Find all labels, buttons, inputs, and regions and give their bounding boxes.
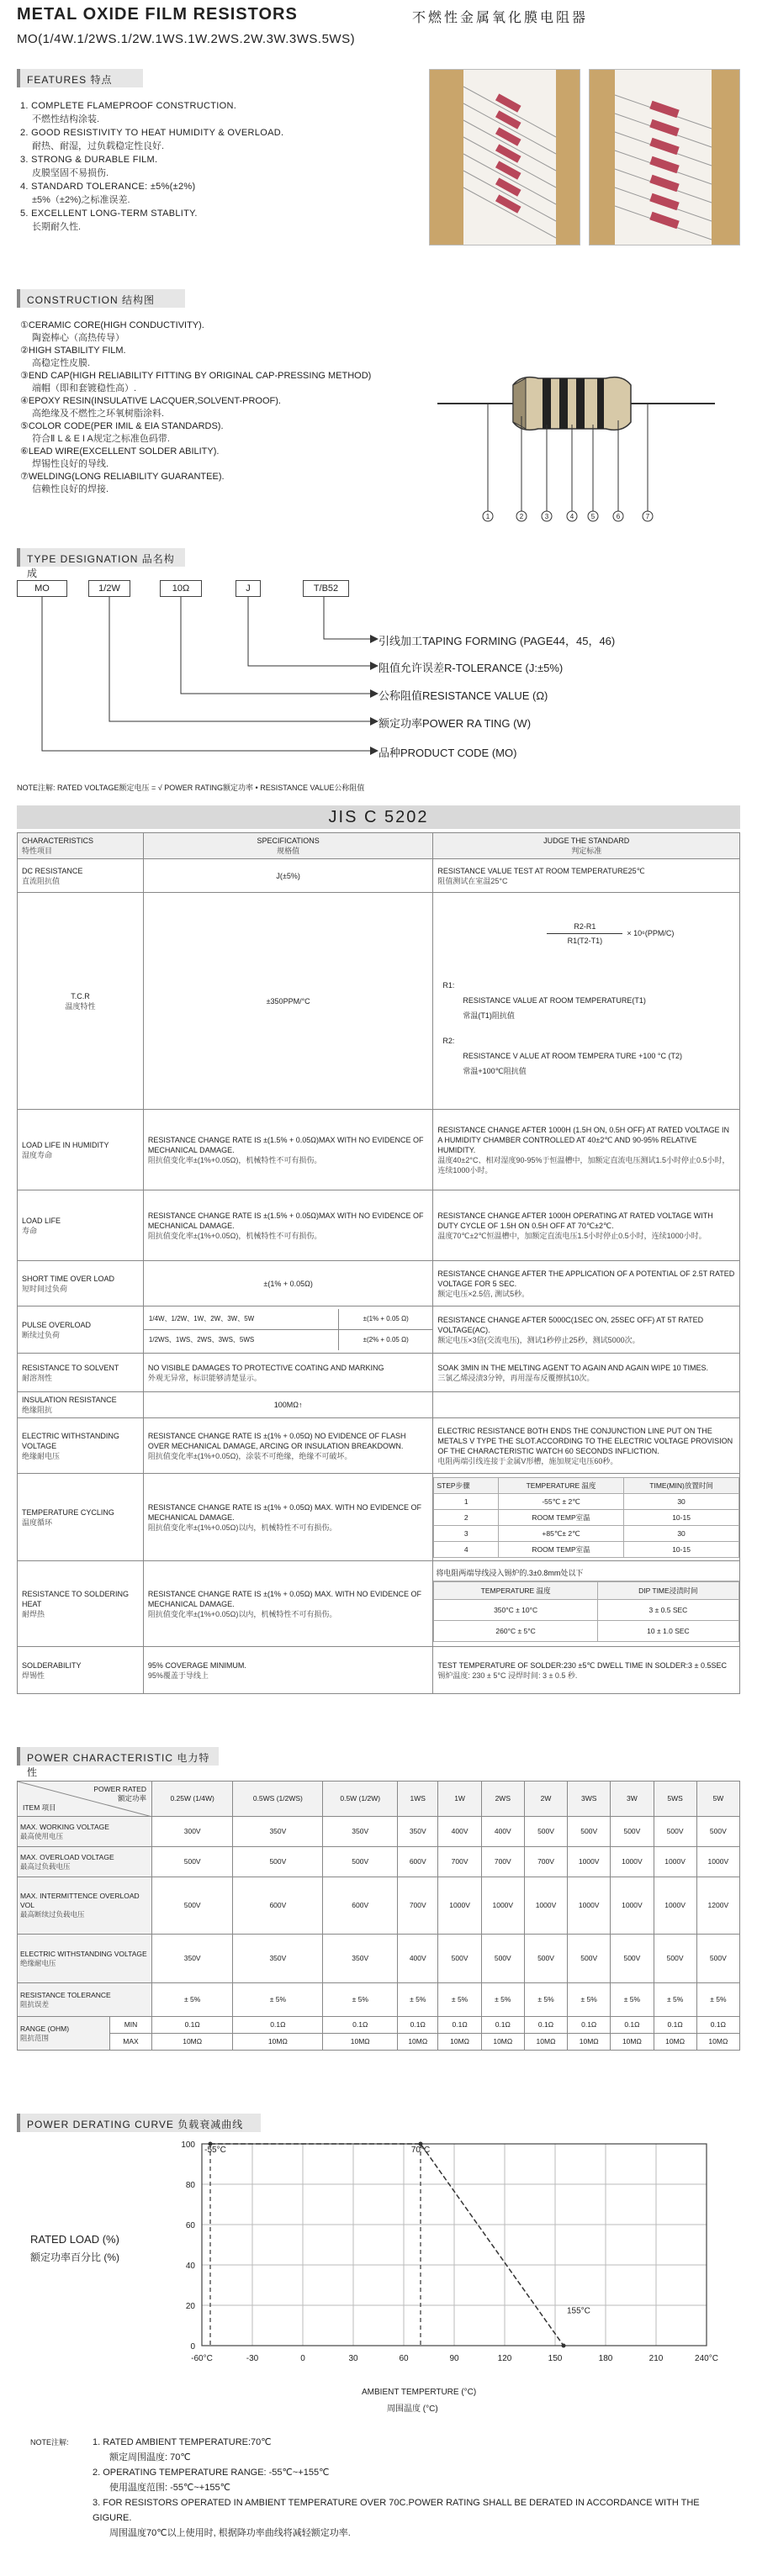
- callout-3: 3: [544, 513, 549, 520]
- x-tick-label: 210: [648, 2354, 664, 2363]
- x-tick-label: 120: [497, 2354, 512, 2363]
- y-tick-label: 0: [190, 2342, 195, 2352]
- notes-list: [93, 2435, 740, 2541]
- construction-item: ④EPOXY RESIN(INSULATIVE LACQUER,SOLVENT-PROOF). 高绝缘及不燃性之环氧树脂涂料.: [20, 396, 281, 419]
- power-col: 0.5W (1/2W): [323, 1782, 398, 1817]
- y-tick-label: 80: [185, 2181, 195, 2190]
- table-row: RESISTANCE TOLERANCE 阻抗误差 ± 5% ± 5% ± 5% ± 5% ± 5% ± 5% ± 5% ± 5% ± 5% ± 5% ± 5%: [18, 1983, 740, 2017]
- type-designation-heading: TYPE DESIGNATION 品名构成: [17, 548, 185, 567]
- resistor-construction-diagram: [437, 336, 723, 530]
- table-row: ELECTRIC WITHSTANDING VOLTAGE 绝缘耐电压 350V 350V 350V 400V 500V 500V 500V 500V 500V 500V 500V: [18, 1935, 740, 1983]
- x-tick-label: 0: [300, 2354, 305, 2363]
- x-tick-label: 30: [348, 2354, 358, 2363]
- power-col: 2WS: [481, 1782, 524, 1817]
- power-heading: POWER CHARACTERISTIC 电力特性: [17, 1747, 219, 1766]
- feature-item: 1. COMPLETE FLAMEPROOF CONSTRUCTION. 不燃性结构涂装.: [20, 101, 237, 124]
- table-row: SHORT TIME OVER LOAD 短时间过负荷 ±(1% + 0.05Ω) RESISTANCE CHANGE AFTER THE APPLICATION OF A POTENTIAL OF 2.5T RATED VOLTAGE FOR 5 SEC. 额定电压×2.5倍, 测试5秒。: [18, 1261, 740, 1306]
- jis-header-specifications: SPECIFICATIONS 规格值: [143, 833, 433, 859]
- power-col: 0.25W (1/4W): [152, 1782, 233, 1817]
- table-row: ELECTRIC WITHSTANDING VOLTAGE 绝缘耐电压 RESISTANCE CHANGE RATE IS ±(1% + 0.05Ω) NO EVIDENCE OF FLASH OVER MECHANICAL DAMAGE, ARCING OR INSULATION BREAKDOWN. 阻抗值变化率±(1%+0.05Ω)，涂装不可绝缘，绝缘不可破坏。 ELECTRIC RESISTANCE BOTH ENDS THE CONJUNCTION LINE PUT ON THE METALS V TYPE THE SLOT.ACCORDING TO THE ELECTRIC VOLTAGE PROVISION OF THE CHARACTERISTIC WATCH 60 SECONDS INFLICTION. 电阻两端引线连接于金属V形槽，施加规定电压60秒。: [18, 1418, 740, 1474]
- construction-heading: CONSTRUCTION 结构图: [17, 289, 185, 308]
- table-row: LOAD LIFE IN HUMIDITY 湿度寿命 RESISTANCE CHANGE RATE IS ±(1.5% + 0.05Ω)MAX WITH NO EVIDENCE OF MECHANICAL DAMAGE. 阻抗值变化率±(1%+0.05Ω)，机械特性不可有损伤。 RESISTANCE CHANGE AFTER 1000H (1.5H ON, 0.5H OFF) AT RATED VOLTAGE IN A HUMIDITY CHAMBER CONTROLLED AT 40±2℃ AND 90-95% RELATIVE HUMIDITY. 温度40±2°C、相对湿度90-95%于恒温槽中，加额定直流电压测试1.5小时停止0.5小时，连续1000小时。: [18, 1110, 740, 1190]
- note-item: 使用温度范围: -55℃~+155℃: [109, 2483, 230, 2493]
- temperature-cycle-subtable: STEP步骤 TEMPERATURE 温度 TIME(MIN)放置时间 1 -55℃ ± 2℃ 30 2 ROOM TEMP室温 10-15 3 +85℃± 2℃ 30 4 ROOM TEMP室温 10-15: [433, 1477, 739, 1558]
- table-row: INSULATION RESISTANCE 绝缘阻抗 100MΩ↑: [18, 1392, 740, 1418]
- power-col: 3W: [611, 1782, 654, 1817]
- y-tick-label: 100: [181, 2141, 195, 2150]
- construction-item: ③END CAP(HIGH RELIABILITY FITTING BY ORIGINAL CAP-PRESSING METHOD) 端帽（即和套镀稳性高）.: [20, 371, 372, 393]
- table-row: MAX 10MΩ 10MΩ 10MΩ 10MΩ 10MΩ 10MΩ 10MΩ 10MΩ 10MΩ 10MΩ 10MΩ: [18, 2034, 740, 2051]
- designation-box-taping: T/B52: [303, 580, 349, 597]
- construction-item: ⑥LEAD WIRE(EXCELLENT SOLDER ABILITY). 焊锡性良好的导线.: [20, 446, 220, 469]
- note-item: 1. RATED AMBIENT TEMPERATURE:70℃: [93, 2437, 272, 2447]
- designation-box-tolerance: J: [236, 580, 261, 597]
- designation-leader-lines: [17, 597, 387, 765]
- features-list: [20, 99, 424, 234]
- construction-item: ⑤COLOR CODE(PER IMIL & EIA STANDARDS). 符合Ⅱ L & E I A规定之标准色码带.: [20, 421, 224, 444]
- table-row: RANGE (OHM) 阻抗范围 MIN 0.1Ω 0.1Ω 0.1Ω 0.1Ω 0.1Ω 0.1Ω 0.1Ω 0.1Ω 0.1Ω 0.1Ω 0.1Ω: [18, 2017, 740, 2034]
- callout-4: 4: [569, 513, 574, 520]
- jis-spec-table: [17, 832, 740, 1694]
- page-title: METAL OXIDE FILM RESISTORS: [17, 5, 298, 24]
- x-tick-label: 90: [449, 2354, 459, 2363]
- table-row: LOAD LIFE 寿命 RESISTANCE CHANGE RATE IS ±(1.5% + 0.05Ω)MAX WITH NO EVIDENCE OF MECHANICAL DAMAGE. 阻抗值变化率±(1%+0.05Ω)，机械特性不可有损伤。 RESISTANCE CHANGE AFTER 1000H OPERATING AT RATED VOLTAGE WITH DUTY CYCLE OF 1.5H ON 0.5H OFF AT 70℃±2℃. 温度70℃±2℃恒温槽中，加额定直流电压1.5小时停止0.5小时，连续1000小时。: [18, 1190, 740, 1261]
- table-row: MAX. INTERMITTENCE OVERLOAD VOL 最高断续过负载电压 500V 600V 600V 700V 1000V 1000V 1000V 1000V 1000V 1000V 1200V: [18, 1877, 740, 1935]
- designation-box-power: 1/2W: [88, 580, 130, 597]
- derating-chart: [151, 2135, 740, 2371]
- derating-markers: [204, 2144, 590, 2346]
- table-row: TEMPERATURE CYCLING 温度循环 RESISTANCE CHANGE RATE IS ±(1% + 0.05Ω) MAX. WITH NO EVIDENCE OF MECHANICAL DAMAGE. 阻抗值变化率±(1%+0.05Ω)以内，机械特性不可有损伤。 STEP步骤 TEMPERATURE 温度 TIME(MIN)放置时间 1 -55℃ ± 2℃ 30 2 ROOM TEMP室温 10-15 3 +85℃± 2℃ 30 4 ROOM TEMP室温 10-15: [18, 1474, 740, 1561]
- derating-heading: POWER DERATING CURVE 负载衰减曲线: [17, 2114, 261, 2132]
- features-heading: FEATURES 特点: [17, 69, 143, 87]
- power-corner-cell: POWER RATED 额定功率 ITEM 项目: [18, 1782, 152, 1817]
- note-item: 2. OPERATING TEMPERATURE RANGE: -55℃~+155℃: [93, 2468, 330, 2478]
- note-item: 3. FOR RESISTORS OPERATED IN AMBIENT TEMPERATURE OVER 70C.POWER RATING SHALL BE DERATED IN ACCORDANCE WITH THE GIGURE.: [93, 2498, 700, 2523]
- callout-6: 6: [616, 513, 621, 520]
- feature-item: 2. GOOD RESISTIVITY TO HEAT HUMIDITY & OVERLOAD. 耐热、耐湿，过负载稳定性良好.: [20, 128, 284, 151]
- construction-item: ①CERAMIC CORE(HIGH CONDUCTIVITY). 陶瓷棒心（高热传导）: [20, 320, 204, 343]
- designation-label-product: 品种PRODUCT CODE (MO): [378, 747, 517, 759]
- power-col: 3WS: [568, 1782, 611, 1817]
- power-col: 1WS: [398, 1782, 438, 1817]
- x-tick-label: 60: [399, 2354, 409, 2363]
- construction-list: [20, 319, 407, 496]
- designation-label-value: 公称阻值RESISTANCE VALUE (Ω): [378, 689, 548, 702]
- y-tick-label: 60: [185, 2221, 195, 2230]
- derating-xlabel: AMBIENT TEMPERTURE (°C): [362, 2388, 477, 2397]
- power-col: 1W: [438, 1782, 481, 1817]
- marker-label: -55°C: [204, 2146, 226, 2155]
- rated-voltage-note: NOTE注解: RATED VOLTAGE额定电压 = √ POWER RATING额定功率 • RESISTANCE VALUE公称阻值: [17, 784, 365, 792]
- note-item: 周围温度70℃以上使用时, 根据降功率曲线将减轻额定功率.: [109, 2528, 351, 2538]
- x-tick-label: 150: [548, 2354, 563, 2363]
- derating-line: [210, 2144, 564, 2346]
- table-row: RESISTANCE TO SOLVENT 耐溶剂性 NO VISIBLE DAMAGES TO PROTECTIVE COATING AND MARKING 外观无异常，标识能够清楚显示。 SOAK 3MIN IN THE MELTING AGENT TO AGAIN AND AGAIN WIPE 10 TIMES. 三氯乙烯浸渍3分钟，再用湿布反覆擦拭10次。: [18, 1354, 740, 1392]
- table-row: DC RESISTANCE 直流阻抗值 J(±5%) RESISTANCE VALUE TEST AT ROOM TEMPERATURE25℃ 阻值测试在室温25°C: [18, 859, 740, 893]
- designation-label-tolerance: 阻值允许误差R-TOLERANCE (J:±5%): [378, 662, 564, 674]
- derating-ylabel-cn: 额定功率百分比 (%): [30, 2251, 119, 2263]
- designation-label-power: 额定功率POWER RA TING (W): [378, 717, 532, 730]
- pulse-subtable: 1/4W、1/2W、1W、2W、3W、5W ±(1% + 0.05 Ω) 1/2WS、1WS、2WS、3WS、5WS ±(2% + 0.05 Ω): [144, 1309, 433, 1350]
- jis-header-judge: JUDGE THE STANDARD 判定标准: [433, 833, 740, 859]
- x-tick-label: 180: [598, 2354, 613, 2363]
- power-col: 5W: [696, 1782, 739, 1817]
- table-row: PULSE OVERLOAD 断续过负荷 1/4W、1/2W、1W、2W、3W、5W ±(1% + 0.05 Ω) 1/2WS、1WS、2WS、3WS、5WS ±(2% + 0.05 Ω) RESISTANCE CHANGE AFTER 5000C(1SEC ON, 25SEC OFF) AT 5T RATED VOLTAGE(AC). 额定电压×3倍(交流电压)，测试1秒停止25秒，测试5000次。: [18, 1306, 740, 1354]
- table-row: T.C.R 温度特性 ±350PPM/°C R2-R1 R1(T2-T1) × 10⁶(PPM/C) R1: RESISTANCE VALUE AT ROOM TEMPERATURE(T1) 常温(T1)阻抗值 R2: RESISTANCE V ALUE AT ROOM TEMPERA TURE +100 °C (T2) 常温+100℃阻抗值: [18, 893, 740, 1110]
- jis-header-characteristics: CHARACTERISTICS 特性项目: [18, 833, 144, 859]
- feature-item: 5. EXCELLENT LONG-TERM STABLITY. 长期耐久性.: [20, 209, 198, 232]
- construction-item: ⑦WELDING(LONG RELIABILITY GUARANTEE). 信赖性良好的焊接.: [20, 472, 225, 494]
- derating-grid: [202, 2144, 707, 2346]
- soldering-subtable: TEMPERATURE 温度 DIP TIME浸渍时间 350°C ± 10°C 3 ± 0.5 SEC 260°C ± 5°C 10 ± 1.0 SEC: [433, 1581, 739, 1642]
- callout-7: 7: [645, 513, 650, 520]
- notes-label: NOTE注解:: [30, 2438, 69, 2447]
- y-tick-label: 40: [185, 2262, 195, 2271]
- power-col: 5WS: [654, 1782, 696, 1817]
- marker-label: 155°C: [567, 2306, 590, 2316]
- x-tick-label: -30: [246, 2354, 259, 2363]
- x-tick-label: -60°C: [191, 2354, 213, 2363]
- table-row: MAX. OVERLOAD VOLTAGE 最高过负载电压 500V 500V 500V 600V 700V 700V 700V 1000V 1000V 1000V 1000V: [18, 1847, 740, 1877]
- power-table: [17, 1781, 740, 2051]
- table-row: SOLDERABILITY 焊锡性 95% COVERAGE MINIMUM. 95%覆盖于导线上 TEST TEMPERATURE OF SOLDER:230 ±5℃ DWELL TIME IN SOLDER:3 ± 0.5SEC 锡炉温度: 230 ± 5°C 浸焊时间: 3 ± 0.5 秒.: [18, 1647, 740, 1694]
- callout-5: 5: [590, 513, 596, 520]
- designation-box-value: 10Ω: [160, 580, 202, 597]
- table-row: MAX. WORKING VOLTAGE 最高使用电压 300V 350V 350V 350V 400V 400V 500V 500V 500V 500V 500V: [18, 1817, 740, 1847]
- designation-box-product: MO: [17, 580, 67, 597]
- power-col: 2W: [524, 1782, 567, 1817]
- derating-y-ticks: [181, 2141, 195, 2352]
- x-tick-label: 240°C: [695, 2354, 718, 2363]
- tcr-formula-block: R2-R1 R1(T2-T1) × 10⁶(PPM/C) R1: RESISTANCE VALUE AT ROOM TEMPERATURE(T1) 常温(T1)阻抗值 R2: RESISTANCE V ALUE AT ROOM TEMPERA TURE +100 °C (T2) 常温+100℃阻抗值: [442, 921, 682, 1075]
- note-item: 额定周围温度: 70℃: [109, 2452, 191, 2463]
- marker-label: 70°C: [410, 2146, 431, 2155]
- callout-1: 1: [485, 513, 490, 520]
- power-col: 0.5WS (1/2WS): [233, 1782, 323, 1817]
- tape-photo-left: [429, 69, 580, 245]
- derating-x-ticks: [191, 2354, 718, 2363]
- construction-item: ②HIGH STABILITY FILM. 高稳定性皮膜.: [20, 346, 126, 368]
- designation-label-taping: 引线加工TAPING FORMING (PAGE44，45，46): [378, 635, 616, 647]
- derating-xlabel-cn: 周围温度 (°C): [387, 2404, 438, 2414]
- callout-2: 2: [519, 513, 524, 520]
- jis-heading: JIS C 5202: [17, 805, 740, 829]
- page-title-cn: 不燃性金属氧化膜电阻器: [412, 11, 589, 25]
- table-row: RESISTANCE TO SOLDERING HEAT 耐焊热 RESISTANCE CHANGE RATE IS ±(1% + 0.05Ω) MAX. WITH NO EVIDENCE OF MECHANICAL DAMAGE. 阻抗值变化率±(1%+0.05Ω)以内，机械特性不可有损伤。 将电阻两端导线浸入锡炉的.3±0.8mm处以下 TEMPERATURE 温度 DIP TIME浸渍时间 350°C ± 10°C 3 ± 0.5 SEC 260°C ± 5°C 10 ± 1.0 SEC: [18, 1561, 740, 1647]
- tape-photo-right: [589, 69, 740, 245]
- model-list: MO(1/4W.1/2WS.1/2W.1WS.1W.2WS.2W.3W.3WS.5WS): [17, 32, 356, 46]
- derating-ylabel: RATED LOAD (%): [30, 2233, 119, 2246]
- feature-item: 3. STRONG & DURABLE FILM. 皮膜坚固不易损伤.: [20, 155, 158, 178]
- feature-item: 4. STANDARD TOLERANCE: ±5%(±2%) ±5%（±2%)之标准误差.: [20, 182, 196, 205]
- y-tick-label: 20: [185, 2302, 195, 2311]
- derating-curve: [209, 2142, 566, 2348]
